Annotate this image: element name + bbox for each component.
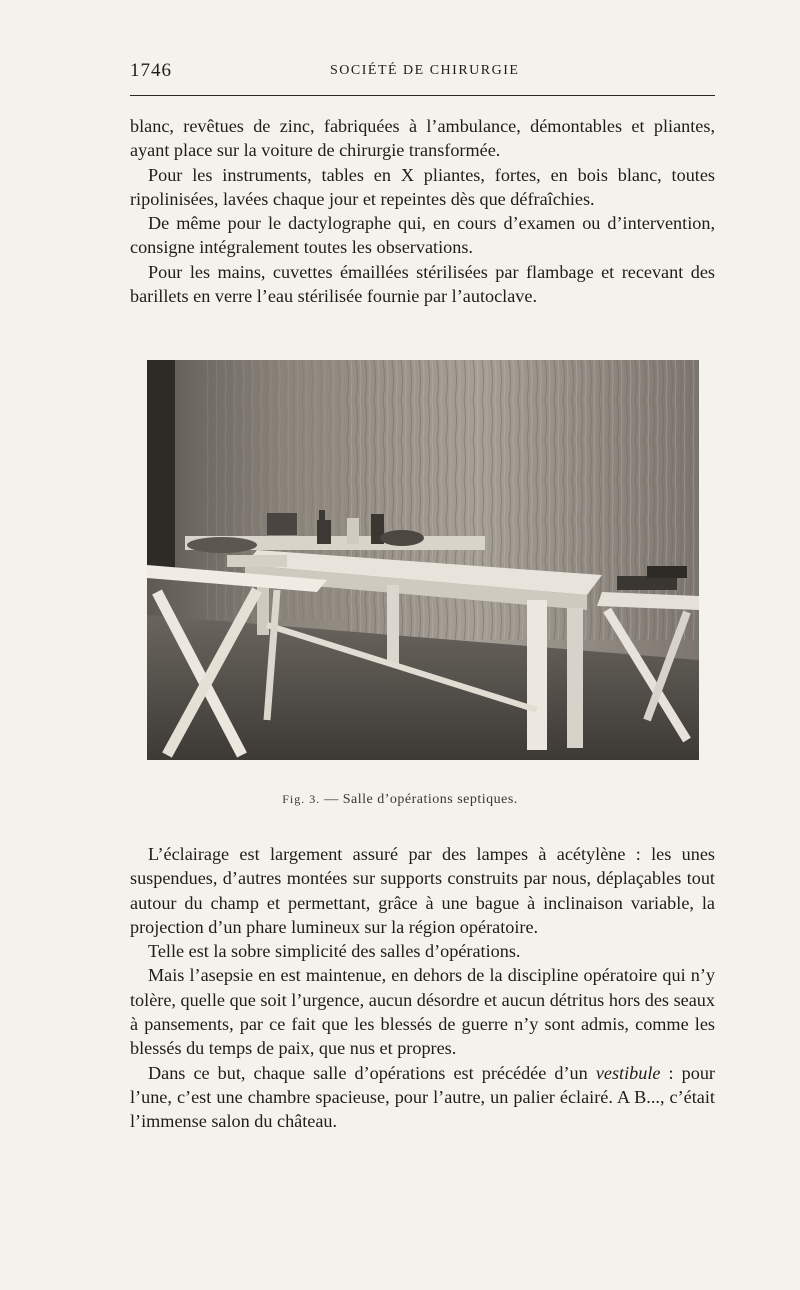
figure-label: Fig. 3. — [282, 792, 321, 806]
text-block-bottom — [130, 842, 715, 1134]
text-run: Dans ce but, chaque salle d’opérations est précédée d’un — [148, 1062, 596, 1083]
paragraph: Pour les mains, cuvettes émaillées stérilisées par flambage et recevant des barillets en verre l’eau stérilisée fournie par l’autoclave. — [130, 261, 715, 307]
caption-text: Salle d’opérations septiques. — [342, 792, 518, 807]
text-run: : pour l’une, c’est une chambre spacieuse, pour l’autre, un palier éclairé. A B..., c’était l’immense salon du château. — [130, 1062, 715, 1132]
operating-room-photo — [147, 360, 699, 760]
text-block-top — [130, 114, 715, 308]
paragraph: De même pour le dactylographe qui, en cours d’examen ou d’intervention, consigne intégralement toutes les observations. — [130, 213, 715, 258]
paragraph-last — [130, 1061, 715, 1134]
paragraph: Pour les instruments, tables en X pliantes, fortes, en bois blanc, toutes ripolinisées, lavées chaque jour et repeintes dès que défraîchies. — [130, 164, 715, 209]
paragraph: Telle est la sobre simplicité des salles d’opérations. — [148, 941, 521, 962]
header-rule — [130, 95, 715, 96]
caption-separator: — — [324, 792, 339, 807]
page-header — [130, 60, 715, 90]
paragraph: blanc, revêtues de zinc, fabriquées à l’ambulance, démontables et pliantes, ayant place sur la voiture de chirurgie transformée. — [130, 116, 715, 161]
italic-term: vestibule — [595, 1062, 661, 1083]
page-number: 1746 — [130, 60, 172, 81]
paragraph: L’éclairage est largement assuré par des lampes à acétylène : les unes suspendues, d’autres montées sur supports construits par nous, déplaçables tout autour du champ et permettant, grâce à une bague à inclinaison variable, la projection d’un phare lumineux sur la région opératoire. — [130, 844, 715, 937]
running-title: SOCIÉTÉ DE CHIRURGIE — [330, 63, 520, 78]
figure-caption — [0, 792, 800, 808]
paragraph: Mais l’asepsie en est maintenue, en dehors de la discipline opératoire qui n’y tolère, quelle que soit l’urgence, aucun désordre et aucun détritus hors des seaux à pansements, par ce fait que les blessés de guerre n’y sont admis, comme les blessés du temps de paix, que nus et propres. — [130, 965, 715, 1059]
